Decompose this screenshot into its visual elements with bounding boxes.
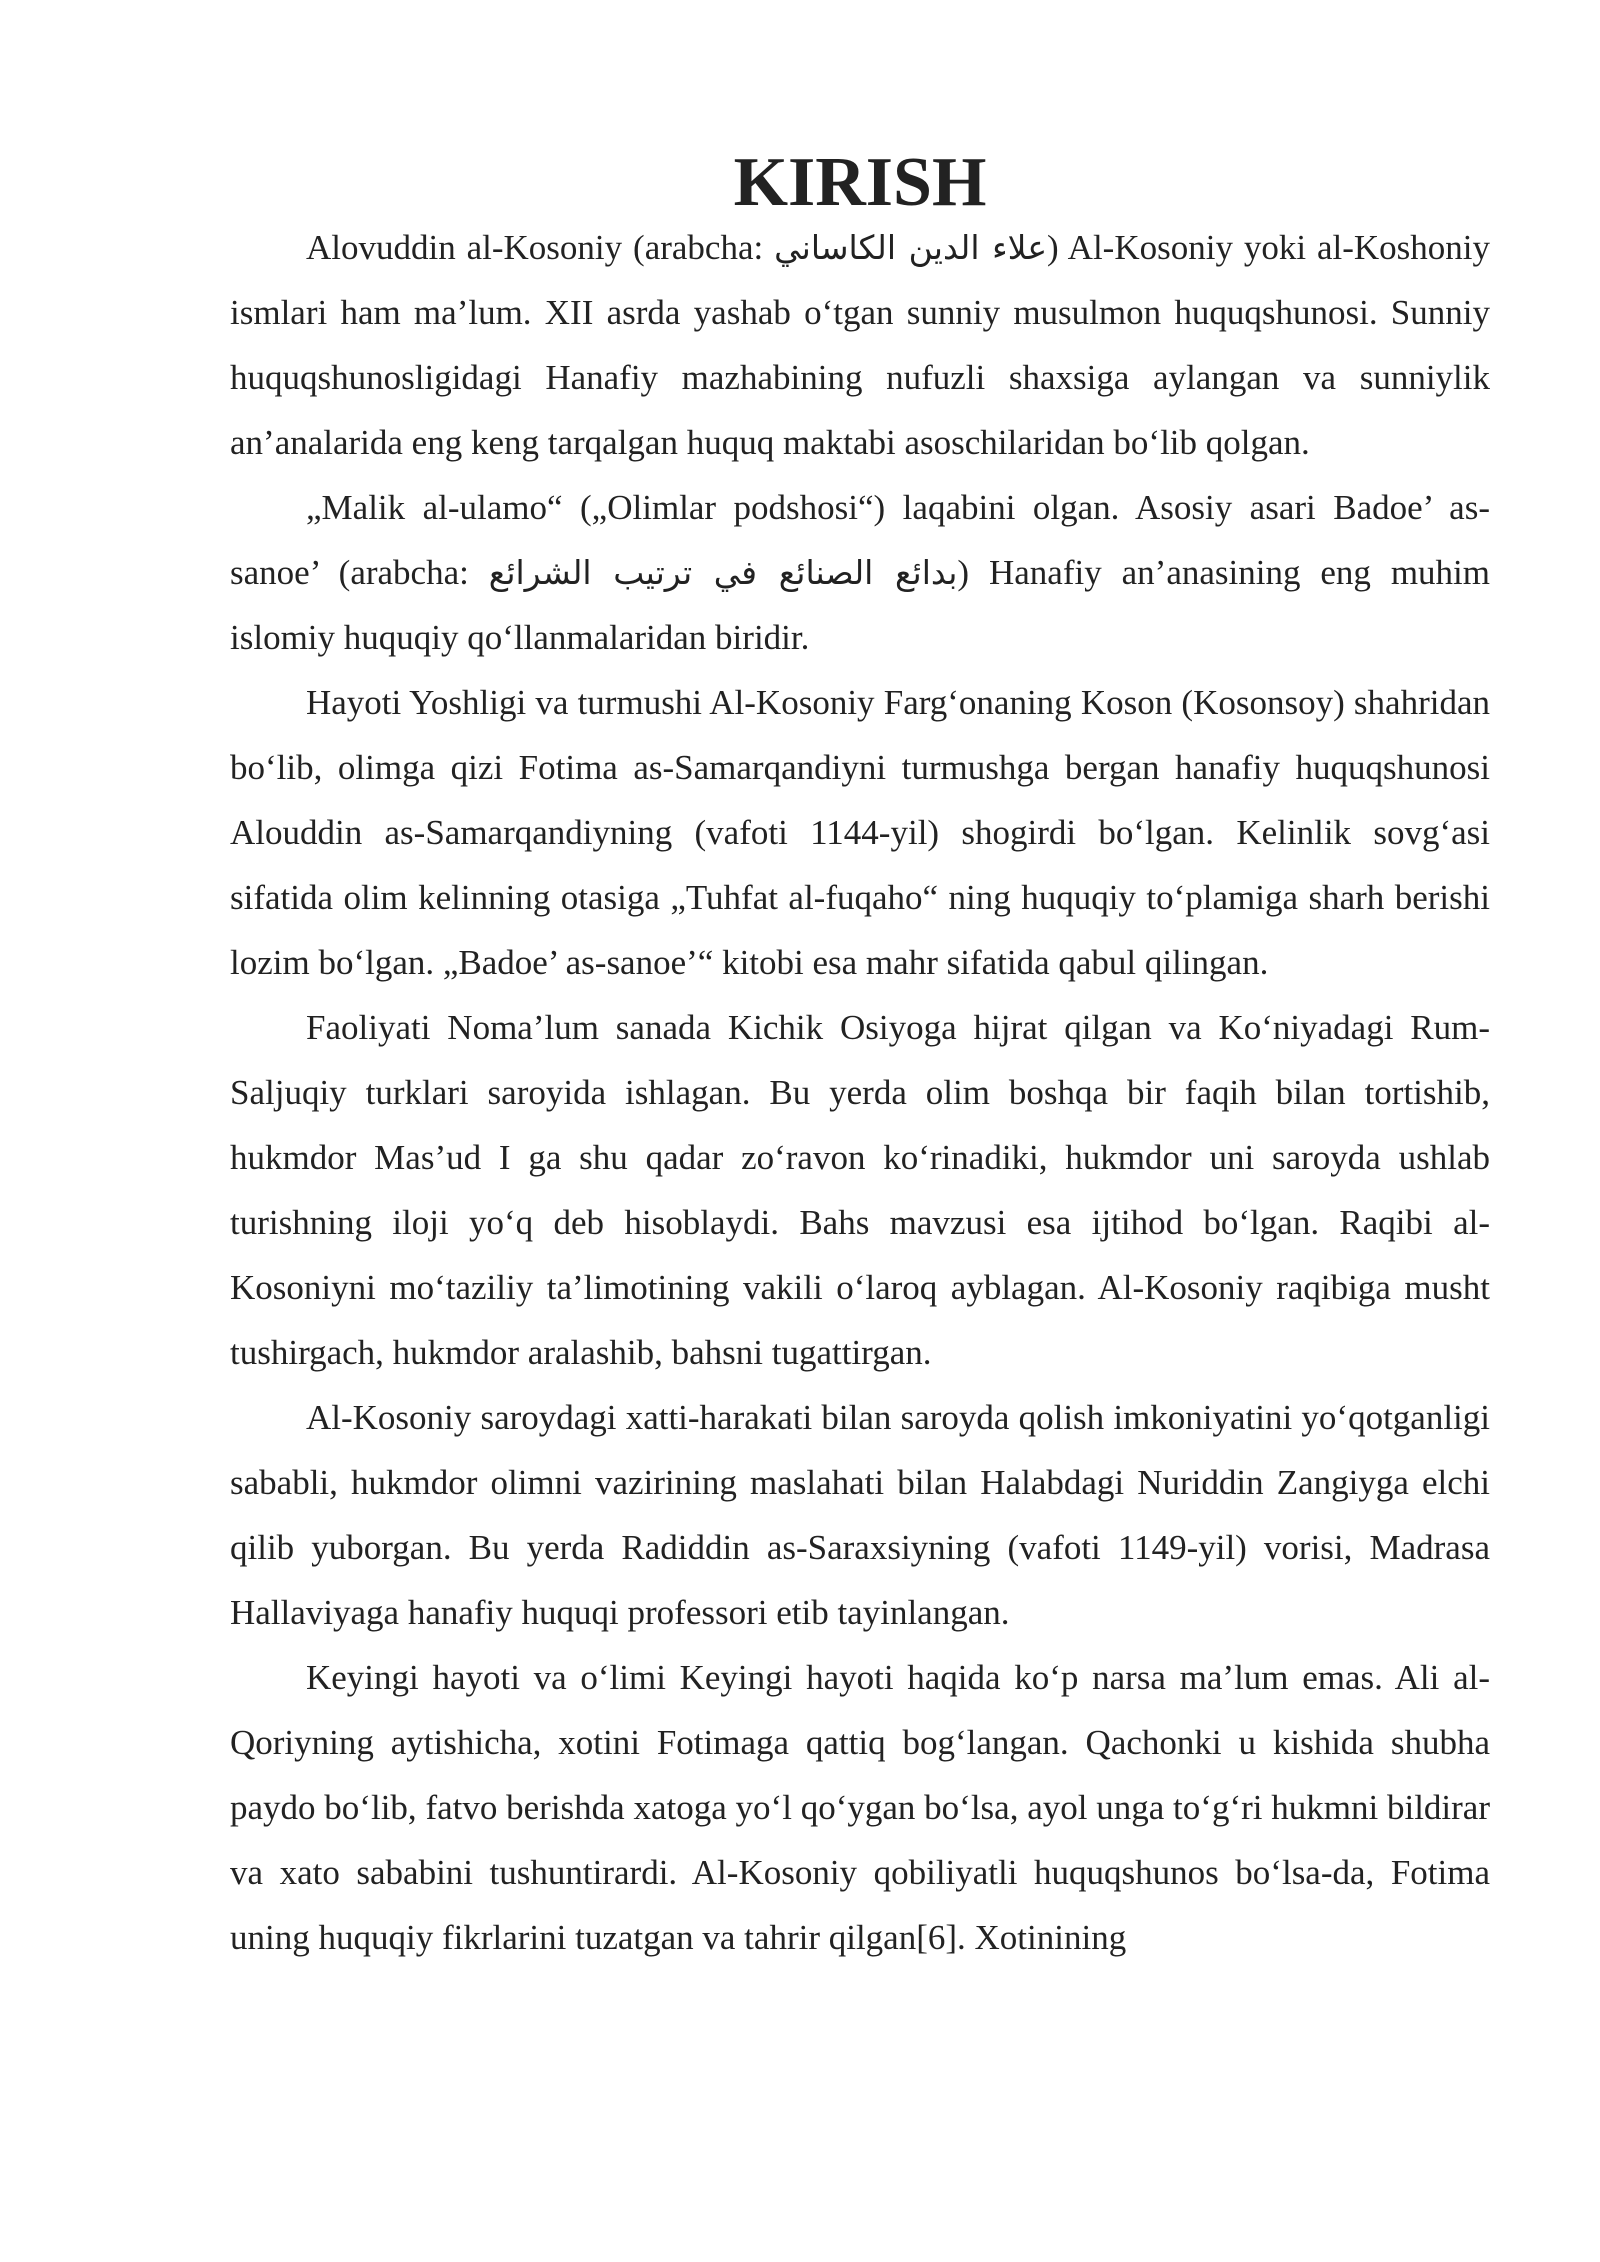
arabic-name-text: علاء الدين الكاساني — [774, 228, 1048, 267]
document-page — [230, 144, 1490, 1970]
document-title: KIRISH — [733, 144, 987, 221]
paragraph-early-life: Hayoti Yoshligi va turmushi Al-Kosoniy Farg‘onaning Koson (Kosonsoy) shahridan bo‘lib, olimga qizi Fotima as-Samarqandiyni turmushga bergan hanafiy huquqshunosi Alouddin as-Samarqandiyning (vafoti 1144-yil) shogirdi bo‘lgan. Kelinlik sovg‘asi sifatida olim kelinning otasiga „Tuhfat al-fuqaho“ ning huquqiy to‘plamiga sharh berishi lozim bo‘lgan. „Badoe’ as-sanoe’“ kitobi esa mahr sifatida qabul qilingan. — [230, 683, 1490, 982]
paragraph-text: „Malik al-ulamo“ („Olimlar podshosi“) laqabini olgan. Asosiy asari Badoe’ as-sanoe’ (arabcha: — [230, 488, 1490, 592]
paragraph-text: ) Al-Kosoniy yoki al-Koshoniy ismlari ham ma’lum. XII asrda yashab o‘tgan sunniy musulmon huquqshunosi. Sunniy huquqshunosligidagi Hanafiy mazhabining nufuzli shaxsiga aylangan va sunniylik an’analarida eng keng tarqalgan huquq maktabi asoschilaridan bo‘lib qolgan. — [230, 228, 1490, 462]
paragraph-text: ) Hanafiy an’anasining eng muhim islomiy huquqiy qo‘llanmalaridan biridir. — [230, 553, 1490, 657]
paragraph-title-work — [230, 475, 1490, 670]
paragraph-text: Alovuddin al-Kosoniy (arabcha: — [306, 228, 775, 267]
paragraph-envoy: Al-Kosoniy saroydagi xatti-harakati bilan saroyda qolish imkoniyatini yo‘qotganligi sababli, hukmdor olimni vazirining maslahati bilan Halabdagi Nuriddin Zangiyga elchi qilib yuborgan. Bu yerda Radiddin as-Saraxsiyning (vafoti 1149-yil) vorisi, Madrasa Hallaviyaga hanafiy huquqi professori etib tayinlangan. — [230, 1398, 1490, 1632]
paragraph-later-life: Keyingi hayoti va o‘limi Keyingi hayoti haqida ko‘p narsa ma’lum emas. Ali al-Qoriyning aytishicha, xotini Fotimaga qattiq bog‘langan. Qachonki u kishida shubha paydo bo‘lib, fatvo berishda xatoga yo‘l qo‘ygan bo‘lsa, ayol unga to‘g‘ri hukmni bildirar va xato sababini tushuntirardi. Al-Kosoniy qobiliyatli huquqshunos bo‘lsa-da, Fotima uning huquqiy fikrlarini tuzatgan va tahrir qilgan[6]. Xotinining — [230, 1658, 1490, 1957]
arabic-book-title-text: بدائع الصنائع في ترتيب الشرائع — [488, 553, 958, 592]
paragraph-activity: Faoliyati Noma’lum sanada Kichik Osiyoga hijrat qilgan va Ko‘niyadagi Rum-Saljuqiy turklari saroyida ishlagan. Bu yerda olim boshqa bir faqih bilan tortishib, hukmdor Mas’ud I ga shu qadar zo‘ravon ko‘rinadiki, hukmdor uni saroyda ushlab turishning iloji yo‘q deb hisoblaydi. Bahs mavzusi esa ijtihod bo‘lgan. Raqibi al-Kosoniyni mo‘taziliy ta’limotining vakili o‘laroq ayblagan. Al-Kosoniy raqibiga musht tushirgach, hukmdor aralashib, bahsni tugattirgan. — [230, 1008, 1490, 1372]
paragraph-intro — [230, 215, 1490, 475]
